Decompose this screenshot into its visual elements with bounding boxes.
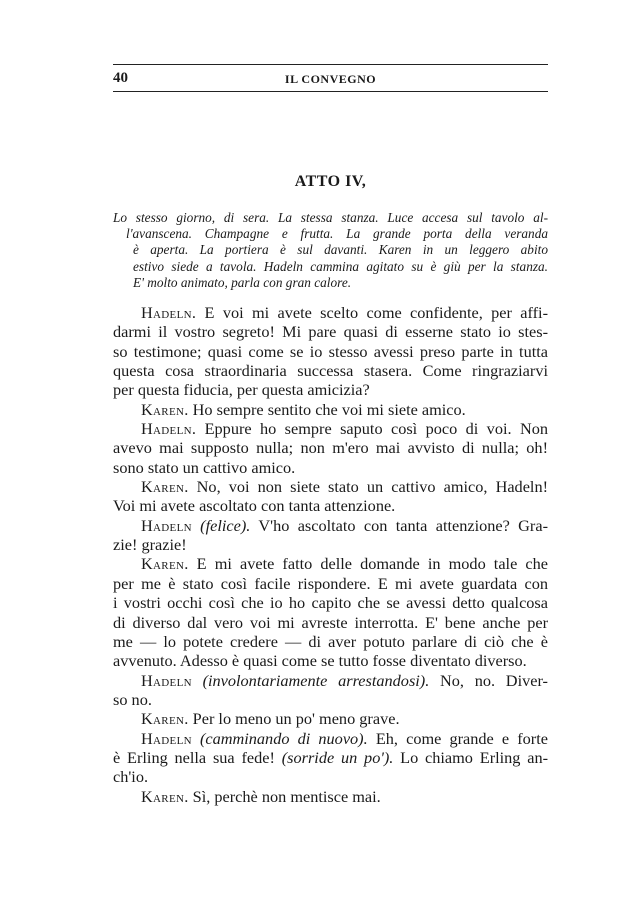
stage-line: E' molto animato, parla con gran calore.: [133, 274, 352, 290]
stage-direction: [113, 210, 548, 291]
dialogue-line: darmi il vostro segreto! Mi pare quasi di esserne stato io stes-: [113, 322, 548, 342]
dialogue-line: [113, 671, 548, 690]
speaker-name: Karen.: [141, 399, 189, 419]
speaker-name: Hadeln.: [141, 303, 197, 322]
dialogue-line: per me è stato così facile rispondere. E mi avete guardata con: [113, 573, 548, 593]
stage-aside: (felice).: [200, 515, 251, 535]
speaker-name: Karen.: [141, 786, 189, 806]
header-rule-bottom: [113, 91, 548, 92]
page-number: 40: [113, 70, 128, 86]
speaker-name: Hadeln: [141, 670, 192, 690]
dialogue-line: [113, 419, 548, 438]
stage-aside: (sorride un po').: [281, 747, 394, 767]
dialogue-line: zie! grazie!: [113, 535, 187, 555]
dialogue-line: [113, 400, 548, 419]
header-rule-top: [113, 64, 548, 65]
speaker-name: Karen.: [141, 554, 189, 574]
act-title: ATTO IV,: [294, 173, 367, 190]
speech-text: Sì, perchè non mentisce mai.: [192, 786, 381, 806]
dialogue-line: avvenuto. Adesso è quasi come se tutto fosse diventato diverso.: [113, 651, 527, 671]
dialogue-line: [113, 477, 548, 496]
speech-text: V'ho ascoltato con tanta attenzione? Gra-: [258, 515, 548, 535]
dialogue-line: i vostri occhi così che io ho capito che se avessi detto qualcosa: [113, 593, 548, 613]
dialogue-line: [113, 748, 548, 767]
speaker-name: Hadeln.: [141, 419, 197, 439]
dialogue-line: questa cosa straordinaria successa stasera. Come ringraziarvi: [113, 361, 548, 381]
dialogue-line: [113, 303, 548, 322]
stage-line: Lo stesso giorno, di sera. La stessa stanza. Luce accesa sul tavolo al-: [113, 210, 548, 225]
dialogue-line: di diverso dal vero voi mi avreste interrotta. E' bene anche per: [113, 612, 548, 632]
speaker-name: Hadeln: [141, 728, 192, 748]
speech-text: E voi mi avete scelto come confidente, per affi-: [204, 303, 548, 322]
speech-text: Ho sempre sentito che voi mi siete amico.: [192, 399, 466, 419]
stage-line: è aperta. La portiera è sul davanti. Karen in un leggero abito: [133, 242, 548, 258]
stage-aside: (camminando di nuovo).: [199, 728, 368, 748]
dialogue-line: [113, 516, 548, 535]
dialogue: [113, 303, 548, 806]
speech-text: Per lo meno un po' meno grave.: [192, 709, 400, 729]
dialogue-line: [113, 554, 548, 573]
speaker-name: Hadeln: [141, 515, 192, 535]
speech-text: No, voi non siete stato un cattivo amico, Hadeln!: [196, 477, 549, 497]
dialogue-line: per questa fiducia, per questa amicizia?: [113, 380, 370, 400]
speech-text: Eppure ho sempre saputo così poco di voi. Non: [204, 419, 548, 439]
dialogue-line: [113, 729, 548, 748]
speech-text: è Erling nella sua fede!: [113, 747, 275, 767]
dialogue-line: me — lo potete credere — di aver potuto parlare di ciò che è: [113, 631, 548, 651]
running-title: IL CONVEGNO: [284, 72, 377, 86]
stage-line: l'avanscena. Champagne e frutta. La grande porta della veranda: [126, 226, 548, 242]
speaker-name: Karen.: [141, 709, 189, 729]
dialogue-line: so testimone; quasi come se io stesso avessi preso parte in tutta: [113, 341, 548, 361]
dialogue-line: Voi mi avete ascoltato con tanta attenzione.: [113, 496, 396, 516]
dialogue-line: ch'io.: [113, 767, 149, 787]
stage-line: estivo siede a tavola. Hadeln cammina agitato su è giù per la stanza.: [133, 258, 548, 274]
dialogue-line: so no.: [113, 689, 152, 709]
speech-text: Eh, come grande e forte: [375, 728, 548, 748]
speech-text: E mi avete fatto delle domande in modo tale che: [196, 554, 548, 574]
speech-text: No, no. Diver-: [440, 670, 548, 690]
dialogue-line: avevo mai supposto nulla; non m'ero mai avvisto di nulla; oh!: [113, 438, 548, 458]
dialogue-line: [113, 787, 548, 806]
speech-text: Lo chiamo Erling an-: [400, 747, 549, 767]
speaker-name: Karen.: [141, 477, 189, 497]
dialogue-line: [113, 709, 548, 728]
stage-aside: (involontariamente arrestandosi).: [202, 670, 430, 690]
dialogue-line: sono stato un cattivo amico.: [113, 457, 296, 477]
